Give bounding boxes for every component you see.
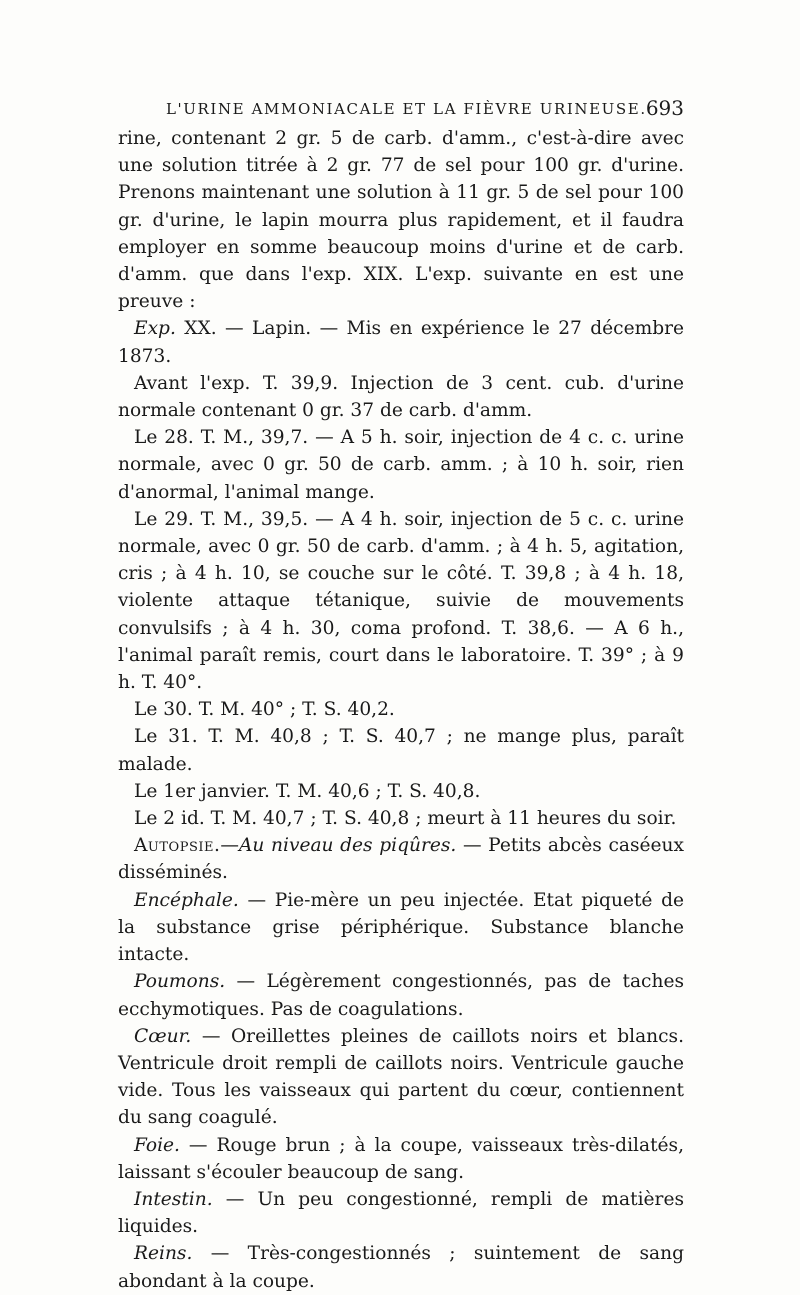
paragraph-before-exp: Avant l'exp. T. 39,9. Injection de 3 cent. cub. d'urine normale contenant 0 gr. 37 de carb. d'amm.	[118, 372, 684, 422]
paragraph-january-1: Le 1er janvier. T. M. 40,6 ; T. S. 40,8.	[134, 780, 481, 802]
body-text	[118, 125, 684, 1295]
paragraph-experiment-title: Exp. XX. — Lapin. — Mis en expérience le 27 décembre 1873.	[118, 318, 684, 367]
paragraph-coeur: Cœur. — Oreillettes pleines de caillots noirs et blancs. Ventricule droit rempli de caillots noirs. Ventricule gauche vide. Tous les vaisseaux qui partent du cœur, contiennent du sang coagulé.	[118, 1025, 684, 1129]
paragraph-intestin: Intestin. — Un peu congestionné, rempli de matières liquides.	[118, 1188, 684, 1238]
paragraph-january-2: Le 2 id. T. M. 40,7 ; T. S. 40,8 ; meurt à 11 heures du soir.	[134, 808, 677, 830]
paragraph-encephale: Encéphale. — Pie-mère un peu injectée. Etat piqueté de la substance grise périphérique. Substance blanche intacte.	[118, 889, 684, 966]
paragraph-autopsy: Autopsie.—Au niveau des piqûres. — Petits abcès caséeux disséminés.	[118, 835, 684, 884]
page-number: 693	[645, 96, 684, 120]
paragraph-day-31: Le 31. T. M. 40,8 ; T. S. 40,7 ; ne mange plus, paraît malade.	[118, 726, 684, 775]
paragraph-day-28: Le 28. T. M., 39,7. — A 5 h. soir, injection de 4 c. c. urine normale, avec 0 gr. 50 de carb. amm. ; à 10 h. soir, rien d'anormal, l'animal mange.	[118, 427, 684, 503]
paragraph-day-30: Le 30. T. M. 40° ; T. S. 40,2.	[134, 699, 395, 721]
running-title: L'URINE AMMONIACALE ET LA FIÈVRE URINEUSE.	[166, 100, 647, 118]
page-header	[118, 92, 684, 122]
paragraph-reins: Reins. — Très-congestionnés ; suintement de sang abondant à la coupe.	[118, 1243, 684, 1292]
paragraph-day-29: Le 29. T. M., 39,5. — A 4 h. soir, injection de 5 c. c. urine normale, avec 0 gr. 50 de carb. d'amm. ; à 4 h. 5, agitation, cris ; à 4 h. 10, se couche sur le côté. T. 39,8 ; à 4 h. 18, violente attaque tétanique, suivie de mouvements convulsifs ; à 4 h. 30, coma profond. T. 38,6. — A 6 h., l'animal paraît remis, court dans le laboratoire. T. 39° ; à 9 h. T. 40°.	[118, 508, 684, 694]
paragraph-poumons: Poumons. — Légèrement congestionnés, pas de taches ecchymotiques. Pas de coagulations.	[118, 971, 684, 1020]
paragraph-foie: Foie. — Rouge brun ; à la coupe, vaisseaux très-dilatés, laissant s'écouler beaucoup de sang.	[118, 1134, 684, 1183]
paragraph-continuation: rine, contenant 2 gr. 5 de carb. d'amm., c'est-à-dire avec une solution titrée à 2 gr. 77 de sel pour 100 gr. d'urine. Prenons maintenant une solution à 11 gr. 5 de sel pour 100 gr. d'urine, le lapin mourra plus rapidement, et il faudra employer en somme beaucoup moins d'urine et de carb. d'amm. que dans l'exp. XIX. L'exp. suivante en est une preuve :	[118, 128, 684, 313]
